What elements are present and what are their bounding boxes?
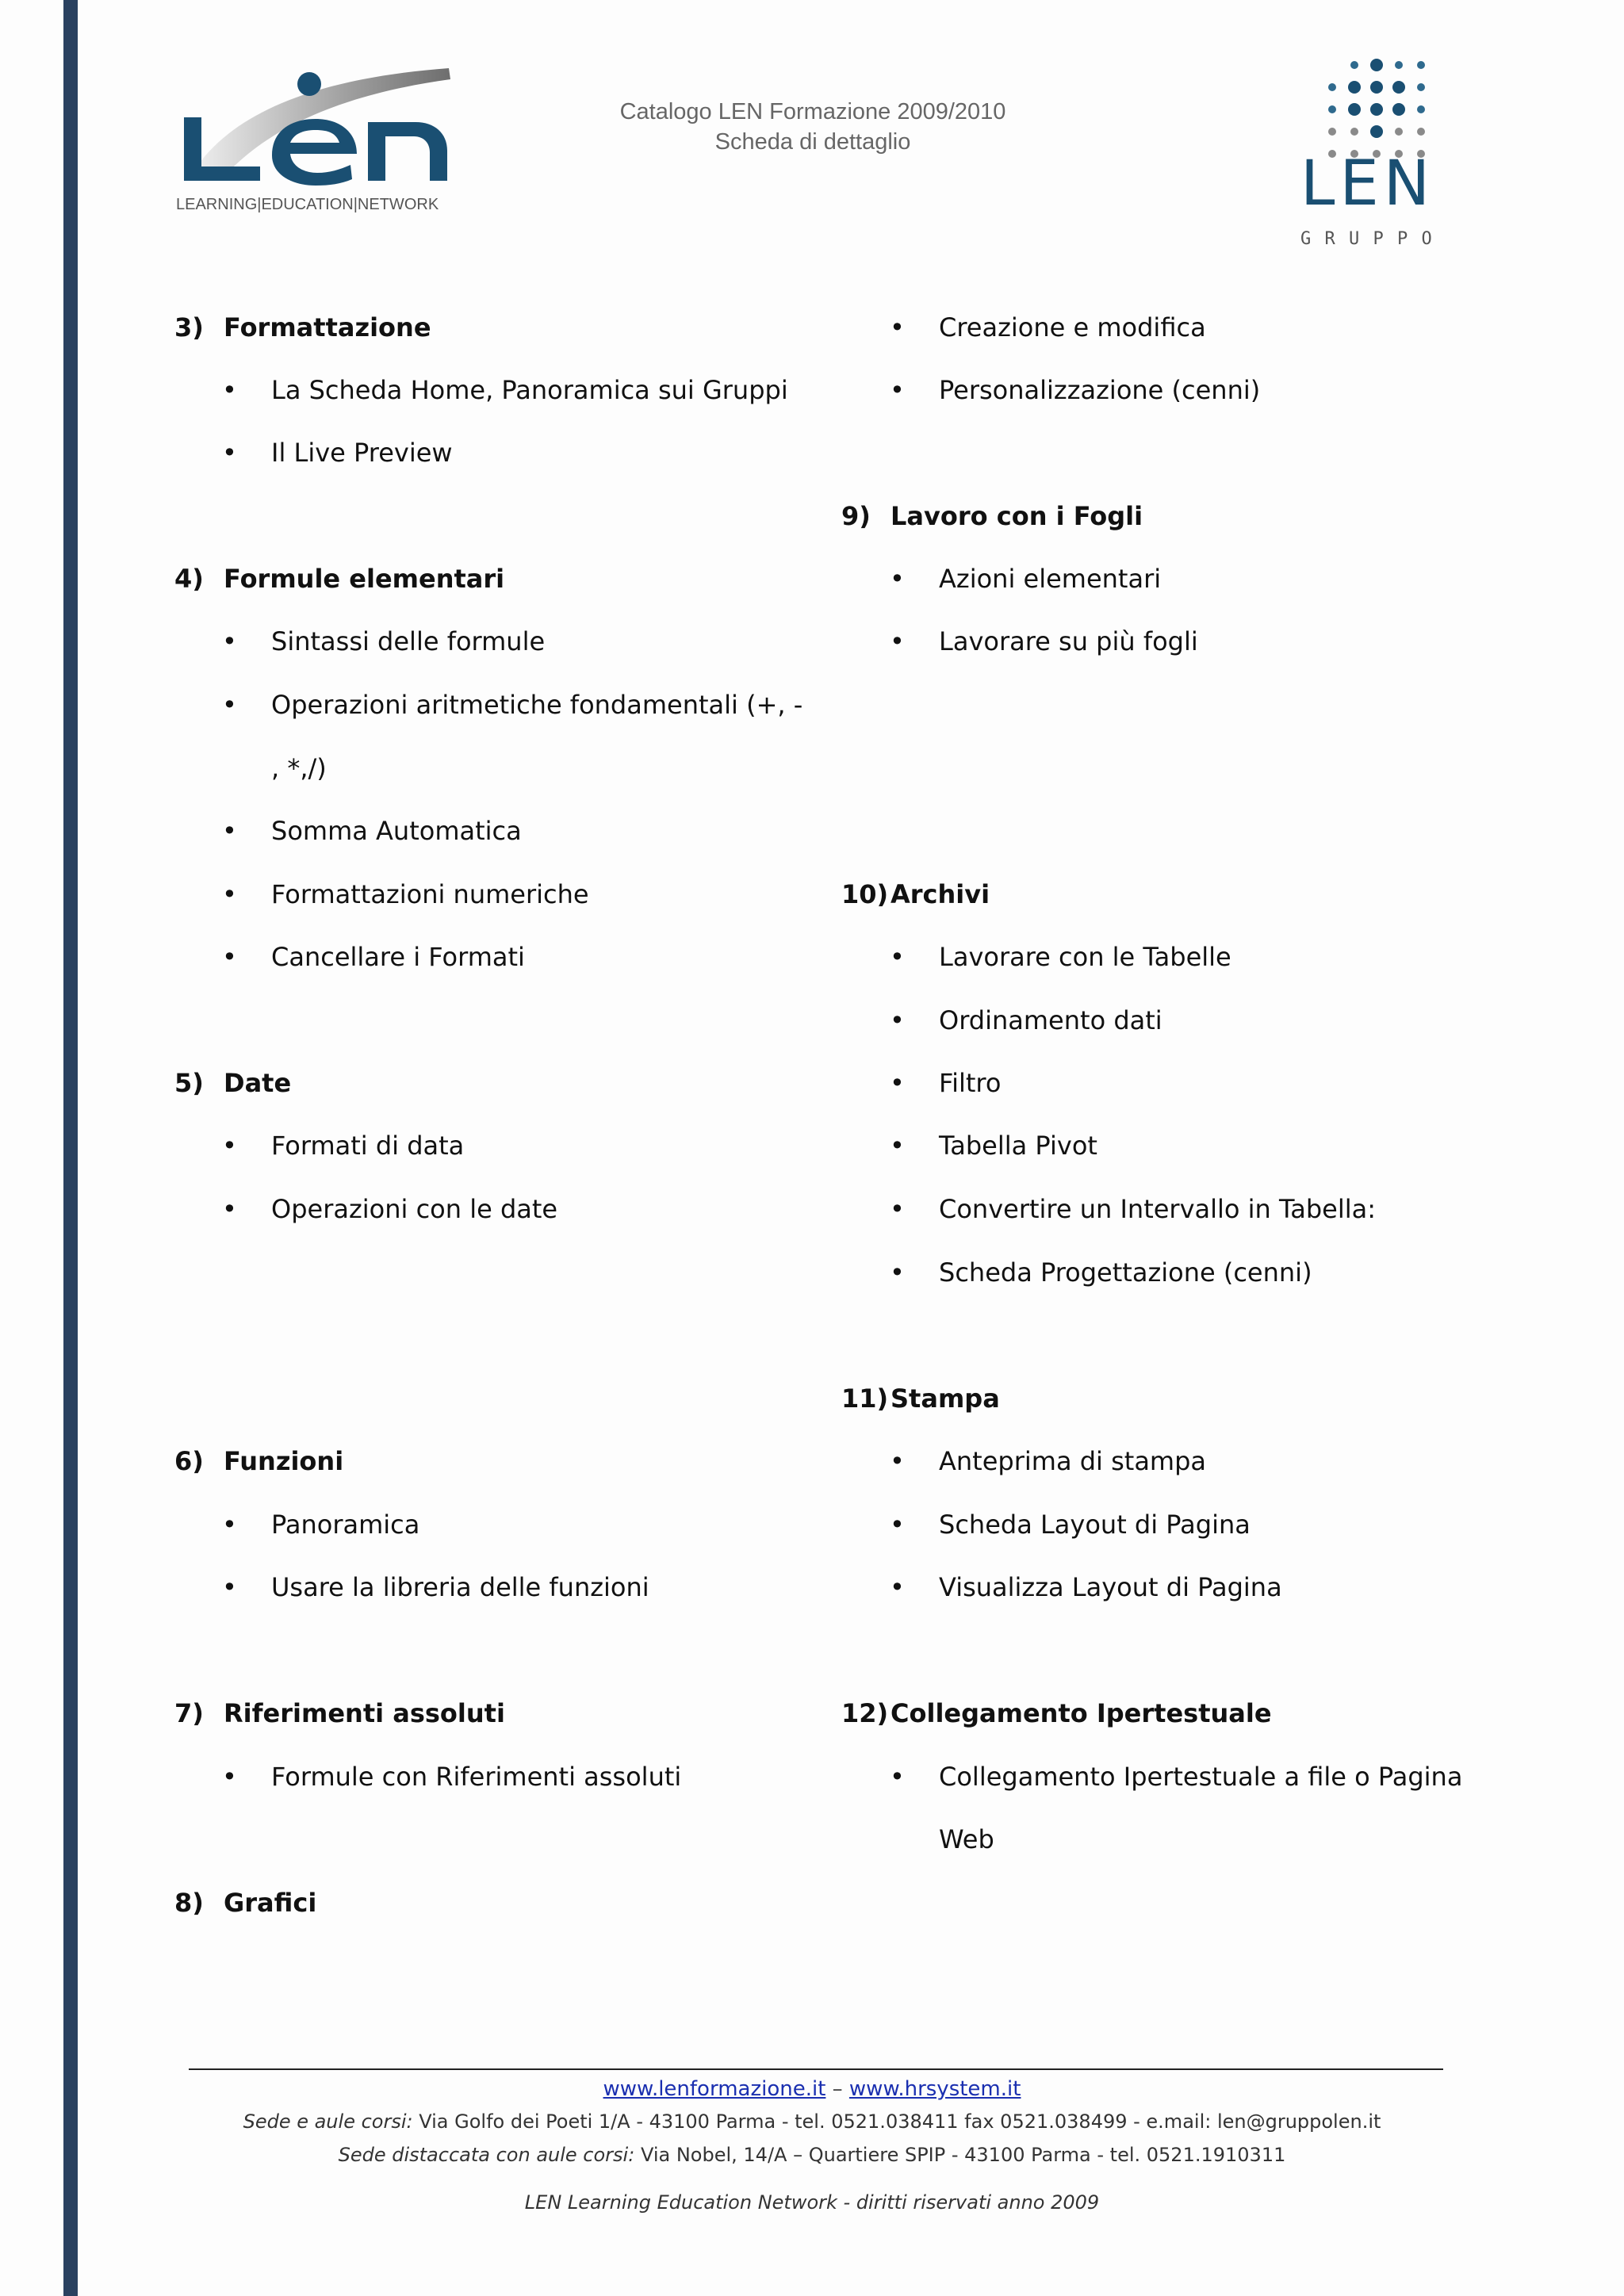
list-item-continuation: , *,/) <box>271 753 327 783</box>
page-header <box>555 97 1071 157</box>
logo-dot <box>1392 103 1405 116</box>
logo-dot <box>1370 81 1383 94</box>
page-side-bar <box>63 0 78 2296</box>
logo-dot <box>1328 83 1336 91</box>
svg-text:LEARNING|EDUCATION|NETWORK: LEARNING|EDUCATION|NETWORK <box>176 196 439 212</box>
logo-dot <box>1350 61 1358 69</box>
len-learning-logo <box>173 62 458 212</box>
footer-copyright: LEN Learning Education Network - diritti riservati anno 2009 <box>524 2191 1100 2214</box>
logo-dot <box>1417 83 1425 91</box>
footer-address-main: Sede e aule corsi: Via Golfo dei Poeti 1/A - 43100 Parma - tel. 0521.038411 fax 0521.038499 - e.mail: len@gruppolen.it <box>243 2110 1381 2133</box>
logo-dot <box>1328 128 1336 136</box>
logo-dot <box>1348 81 1361 94</box>
hrsystem-link[interactable]: www.hrsystem.it <box>848 2077 1021 2101</box>
len-gruppo-logo <box>1296 55 1470 254</box>
footer-link-separator: – <box>832 2077 843 2101</box>
footer-links <box>0 2076 1624 2103</box>
header-subtitle: Scheda di dettaglio <box>714 129 911 155</box>
logo-dot <box>1370 59 1383 71</box>
logo-dot <box>1392 81 1405 94</box>
logo-dot <box>1395 128 1403 136</box>
logo-dot <box>1417 128 1425 136</box>
header-title: Catalogo LEN Formazione 2009/2010 <box>619 99 1006 124</box>
logo-dot <box>1350 128 1358 136</box>
logo-dot <box>1348 103 1361 116</box>
svg-text:G R U P P O: G R U P P O <box>1300 229 1434 249</box>
lenformazione-link[interactable]: www.lenformazione.it <box>603 2077 826 2101</box>
footer-address-secondary: Sede distaccata con aule corsi: Via Nobel, 14/A – Quartiere SPIP - 43100 Parma - tel. 0521.1910311 <box>338 2144 1286 2166</box>
logo-dot <box>1417 105 1425 113</box>
logo-dot <box>1370 103 1383 116</box>
footer-divider <box>189 2068 1443 2070</box>
svg-text:LEN: LEN <box>1300 148 1435 220</box>
logo-dot <box>1395 61 1403 69</box>
list-item-continuation: Web <box>939 1824 994 1854</box>
logo-dot <box>1370 125 1383 138</box>
logo-dot <box>1417 61 1425 69</box>
logo-dot <box>1328 105 1336 113</box>
